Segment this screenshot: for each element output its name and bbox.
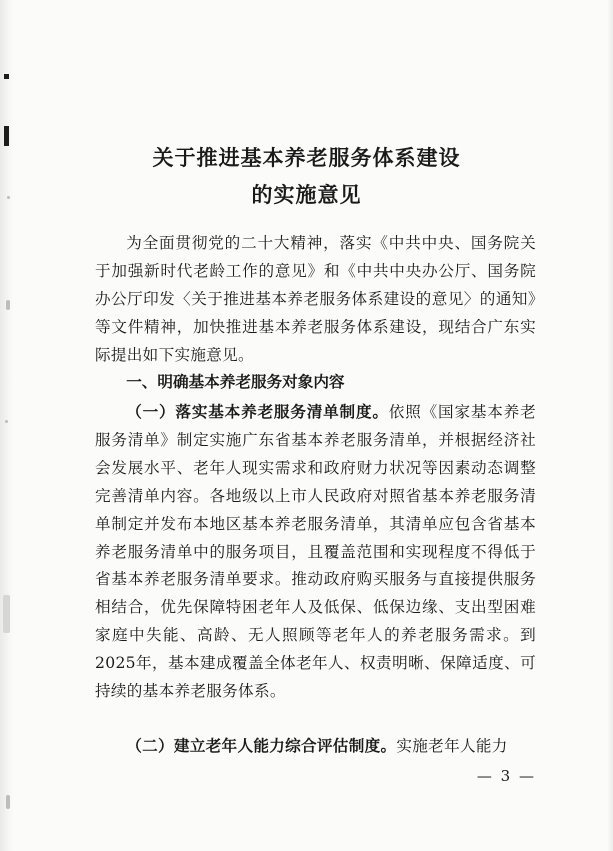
item-2-text: 实施老年人能力 [396, 737, 508, 755]
scan-speck [6, 795, 10, 809]
document-title-line-2: 的实施意见 [251, 182, 362, 207]
document-title-line-1: 关于推进基本养老服务体系建设 [152, 145, 461, 170]
section-heading: 一、明确基本养老服务对象内容 [126, 373, 345, 391]
intro-paragraph: 为全面贯彻党的二十大精神，落实《中共中央、国务院关于加强新时代老龄工作的意见》和《中共中央办公厅、国务院办公厅印发〈关于推进基本养老服务体系建设的意见〉的通知》等文件精神，加快推进基本养老服务体系建设，现结合广东实际提出如下实施意见。 [95, 234, 536, 364]
item-2-lead: （二）建立老年人能力综合评估制度。 [126, 737, 397, 755]
scan-speck [5, 420, 8, 423]
scan-right-edge [607, 0, 613, 851]
item-2-paragraph [95, 733, 536, 761]
item-1-lead: （一）落实基本养老服务清单制度。 [126, 403, 389, 421]
item-1-text: 依照《国家基本养老服务清单》制定实施广东省基本养老服务清单，并根据经济社会发展水平、老年人现实需求和政府财力状况等因素动态调整完善清单内容。各地级以上市人民政府对照省基本养老服务清单制定并发布本地区基本养老服务清单，其清单应包含省基本养老服务清单中的服务项目，且覆盖范围和实现程度不得低于省基本养老服务清单要求。推动政府购买服务与直接提供服务相结合，优先保障特困老年人及低保、低保边缘、支出型困难家庭中失能、高龄、无人照顾等老年人的养老服务需求。到2025年，基本建成覆盖全体老年人、权责明晰、保障适度、可持续的基本养老服务体系。 [95, 403, 536, 701]
scan-speck [3, 595, 10, 633]
page-number: — 3 — [476, 767, 536, 785]
binding-mark [4, 74, 9, 79]
scan-speck [6, 300, 10, 310]
item-1-paragraph [95, 399, 536, 706]
